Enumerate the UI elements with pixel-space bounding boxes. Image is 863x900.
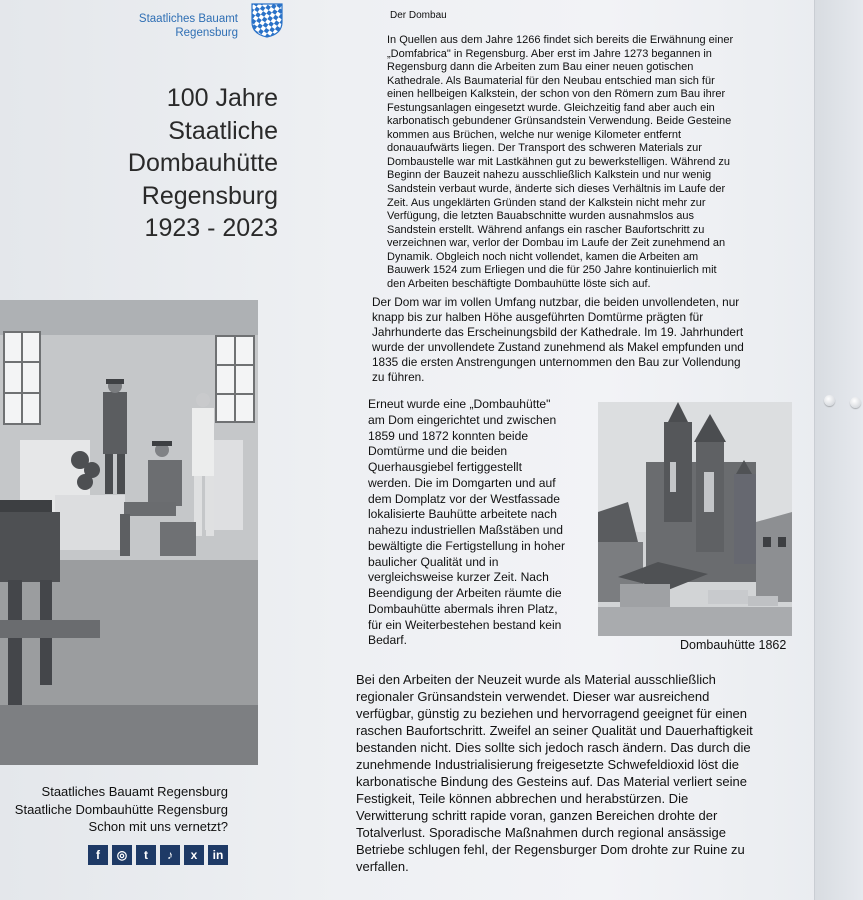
board-right-edge	[814, 0, 863, 900]
linkedin-icon[interactable]: in	[208, 845, 228, 865]
text-line: zu führen.	[372, 370, 425, 385]
text-line: verzeichnen war, verlor der Dombau im Laufe der Zeit zunehmend an	[387, 237, 726, 250]
workshop-photo	[0, 300, 258, 765]
text-line: Totalverlust. Sporadische Maßnahmen durch regional ansässige	[356, 825, 726, 840]
text-line: den Arbeiten beschäftigte Dombauhütte löste sich auf.	[387, 277, 651, 290]
footer-block	[0, 783, 228, 836]
text-line: karbonatische Bindung des Gesteins auf. Das Material verliert seine	[356, 774, 747, 789]
text-line: 1835 die ersten Anstrengungen unternommen den Bau zur Vollendung	[372, 355, 741, 370]
paragraph-dombauhuette	[368, 397, 590, 649]
text-line: Bedarf.	[368, 633, 407, 648]
text-line: Zeit. Aus ungeklärten Gründen stand der Kalkstein nicht mehr zur	[387, 196, 706, 209]
twitter-icon[interactable]: t	[136, 845, 156, 865]
photo-caption: Dombauhütte 1862	[680, 638, 787, 652]
mounting-bolt	[824, 395, 835, 406]
title-line: Dombauhütte	[127, 149, 278, 177]
text-line: bewältigte die Fertigstellung in hoher	[368, 538, 565, 553]
text-line: einen hellbeigen Kalkstein, der schon von den Römern zum Bau ihrer	[387, 88, 726, 101]
text-line: Bei den Arbeiten der Neuzeit wurde als Material ausschließlich	[356, 672, 716, 687]
text-line: vergleichsweise kurzer Zeit. Nach	[368, 570, 549, 585]
text-line: regionaler Grünsandstein verwendet. Dieser war ausreichend	[356, 689, 710, 704]
paragraph-towers	[372, 295, 792, 386]
section-label: Der Dombau	[390, 10, 447, 21]
text-line: Domtürme und die beiden	[368, 444, 508, 459]
paragraph-history	[387, 34, 772, 291]
text-line: Dombauhütte abermals ihren Platz,	[368, 601, 558, 616]
text-line: baulicher Qualität und in	[368, 554, 499, 569]
text-line: Sandstein erstellt. Während anfangs ein rascher Baufortschritt zu	[387, 223, 705, 236]
text-line: werden. Die im Domgarten und auf	[368, 475, 556, 490]
text-line: Sandstein verbaut wurde, änderte sich dieses Verhältnis im Laufe der	[387, 183, 726, 196]
text-line: „Domfabrica" in Regensburg. Aber erst im Jahre 1273 begannen in	[387, 47, 712, 60]
title-line: 100 Jahre	[166, 84, 278, 112]
text-line: 1859 und 1872 konnten beide	[368, 428, 529, 443]
text-line: Dynamik. Obgleich noch nicht vollendet, kamen die Arbeiten am	[387, 250, 699, 263]
org-name	[110, 12, 238, 40]
title-line: 1923 - 2023	[144, 214, 278, 242]
text-line: Festungsanlagen eingesetzt wurde. Gleichzeitig fand aber auch ein	[387, 101, 715, 114]
text-line: wurde der unvollendete Zustand zunehmend als Makel empfunden und	[372, 340, 744, 355]
title-line: Regensburg	[141, 181, 278, 210]
text-line: für ein Weiterbestehen bestand kein	[368, 617, 562, 632]
social-icons	[88, 845, 228, 865]
text-line: knapp bis zur halben Höhe ausgeführten Domtürme prägten für	[372, 310, 704, 325]
bavarian-crest-icon	[250, 2, 284, 38]
text-line: Verwitterung schritt rapide voran, ganzen Bereichen drohte der	[356, 808, 718, 823]
cathedral-photo	[598, 402, 792, 636]
mounting-bolt	[850, 397, 861, 408]
instagram-icon[interactable]: ◎	[112, 845, 132, 865]
text-line: Regensburg dann die Arbeiten zum Bau einer neuen gotischen	[387, 61, 694, 74]
text-line: karbonatisch gebundener Grünsandstein Verwendung. Beide Gesteine	[387, 115, 732, 128]
text-line: Betriebe schlugen fehl, der Regensburger Dom drohte zur Ruine zu	[356, 842, 745, 857]
text-line: dem Domplatz vor der Westfassade	[368, 491, 561, 506]
facebook-icon[interactable]: f	[88, 845, 108, 865]
text-line: zunehmende Industrialisierung freigesetzte Schwefeldioxid löst die	[356, 757, 739, 772]
text-line: Querhausgiebel fertiggestellt	[368, 460, 522, 474]
paragraph-modern	[356, 671, 818, 875]
text-line: Erneut wurde eine „Dombauhütte"	[368, 397, 551, 411]
text-line: verfallen.	[356, 859, 409, 874]
text-line: Jahrhunderte das Erscheinungsbild der Kathedrale. Im 19. Jahrhundert	[372, 325, 744, 340]
page-title	[60, 82, 278, 245]
tiktok-icon[interactable]: ♪	[160, 845, 180, 865]
footer-line: Staatliche Dombauhütte Regensburg	[14, 801, 228, 817]
text-line: lokalisierte Bauhütte arbeitete nach	[368, 507, 557, 522]
text-line: raschen Baufortschritt. Zweifel an seiner Qualität und Dauerhaftigkeit	[356, 723, 753, 738]
text-line: In Quellen aus dem Jahre 1266 findet sich bereits die Erwähnung einer	[387, 34, 734, 46]
text-line: Beginn der Bauzeit nahezu ausschließlich Kalkstein und nur wenig	[387, 169, 712, 182]
footer-line: Schon mit uns vernetzt?	[88, 819, 228, 834]
text-line: Der Dom war im vollen Umfang nutzbar, die beiden unvollendeten, nur	[372, 295, 740, 309]
text-line: Verfügung, die letzten Bauabschnitte wurden ausnahmslos aus	[387, 210, 694, 223]
text-line: kommen aus Brüchen, welche nur wenige Kilometer entfernt	[387, 128, 682, 141]
text-line: Beendigung der Arbeiten räumte die	[368, 586, 562, 600]
text-line: Dombaustelle war mit Lastkähnen gut zu bewerkstelligen. Während zu	[387, 155, 731, 168]
text-line: bestanden nicht. Dies sollte sich jedoch rasch ändern. Das durch die	[356, 740, 751, 755]
text-line: nahezu industriellen Maßstäben und	[368, 523, 563, 537]
text-line: Festigkeit, Teile können abbrechen und herabstürzen. Die	[356, 791, 689, 806]
text-line: Bauwerk 1524 zum Erliegen und die für 250 Jahre kontinuierlich mit	[387, 264, 717, 277]
title-line: Staatliche	[168, 116, 278, 145]
footer-line: Staatliches Bauamt Regensburg	[41, 784, 228, 799]
text-line: Kathedrale. Als Baumaterial für den Neubau entschied man sich für	[387, 74, 715, 87]
xing-icon[interactable]: x	[184, 845, 204, 865]
org-line: Staatliches Bauamt	[138, 13, 238, 25]
text-line: donauaufwärts liegen. Der Transport des schweren Materials zur	[387, 142, 702, 155]
text-line: verfügbar, günstig zu beziehen und hervorragend geeignet für einen	[356, 706, 748, 721]
text-line: am Dom eingerichtet und zwischen	[368, 412, 557, 427]
org-line: Regensburg	[175, 27, 238, 39]
